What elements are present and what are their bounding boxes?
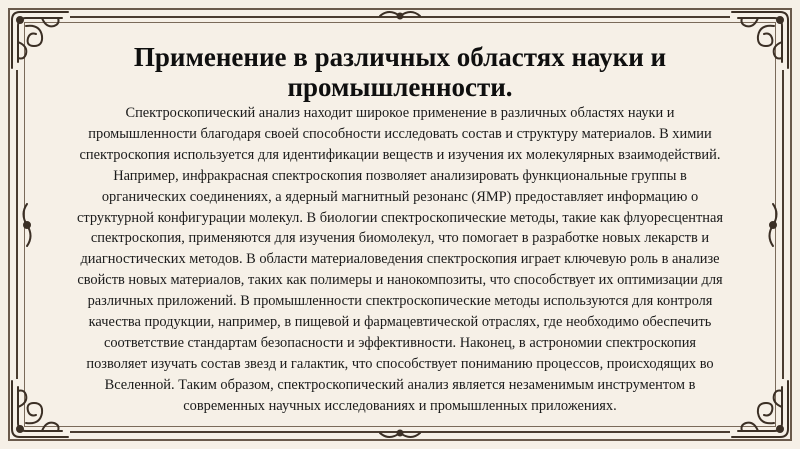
top-center-ornament <box>378 6 422 22</box>
slide-title: Применение в различных областях науки и промышленности. <box>133 42 667 102</box>
corner-ornament-bottom-left <box>6 375 74 443</box>
left-side-ornament <box>18 202 36 248</box>
bottom-center-ornament <box>378 427 422 443</box>
slide-body-text: Спектроскопический анализ находит широкое применение в различных областях науки и промышленности благодаря своей способности исследовать состав и структуру материалов. В химии спектроскопия используется для идентификации веществ и изучения их молекулярных взаимодействий. Например, инфракрасная спектроскопия позволяет анализировать функциональные группы в органических соединениях, а ядерный магнитный резонанс (ЯМР) предоставляет информацию о структурной конфигурации молекул. В биологии спектроскопические методы, такие как флуоресцентная спектроскопия, применяются для изучения биомолекул, что помогает в разработке новых лекарств и диагностических методов. В области материаловедения спектроскопия играет ключевую роль в анализе свойств новых материалов, таких как полимеры и нанокомпозиты, что способствует их оптимизации для различных приложений. В промышленности спектроскопические методы используются для контроля качества продукции, например, в пищевой и фармацевтической отраслях, где необходимо обеспечить соответствие стандартам безопасности и эффективности. Наконец, в астрономии спектроскопия позволяет изучать состав звезд и галактик, что способствует пониманию процессов, происходящих во Вселенной. Таким образом, спектроскопический анализ является незаменимым инструментом в современных научных исследованиях и промышленных приложениях. <box>77 105 723 414</box>
corner-ornament-bottom-right <box>726 375 794 443</box>
right-rule <box>782 70 784 379</box>
right-side-ornament <box>764 202 782 248</box>
